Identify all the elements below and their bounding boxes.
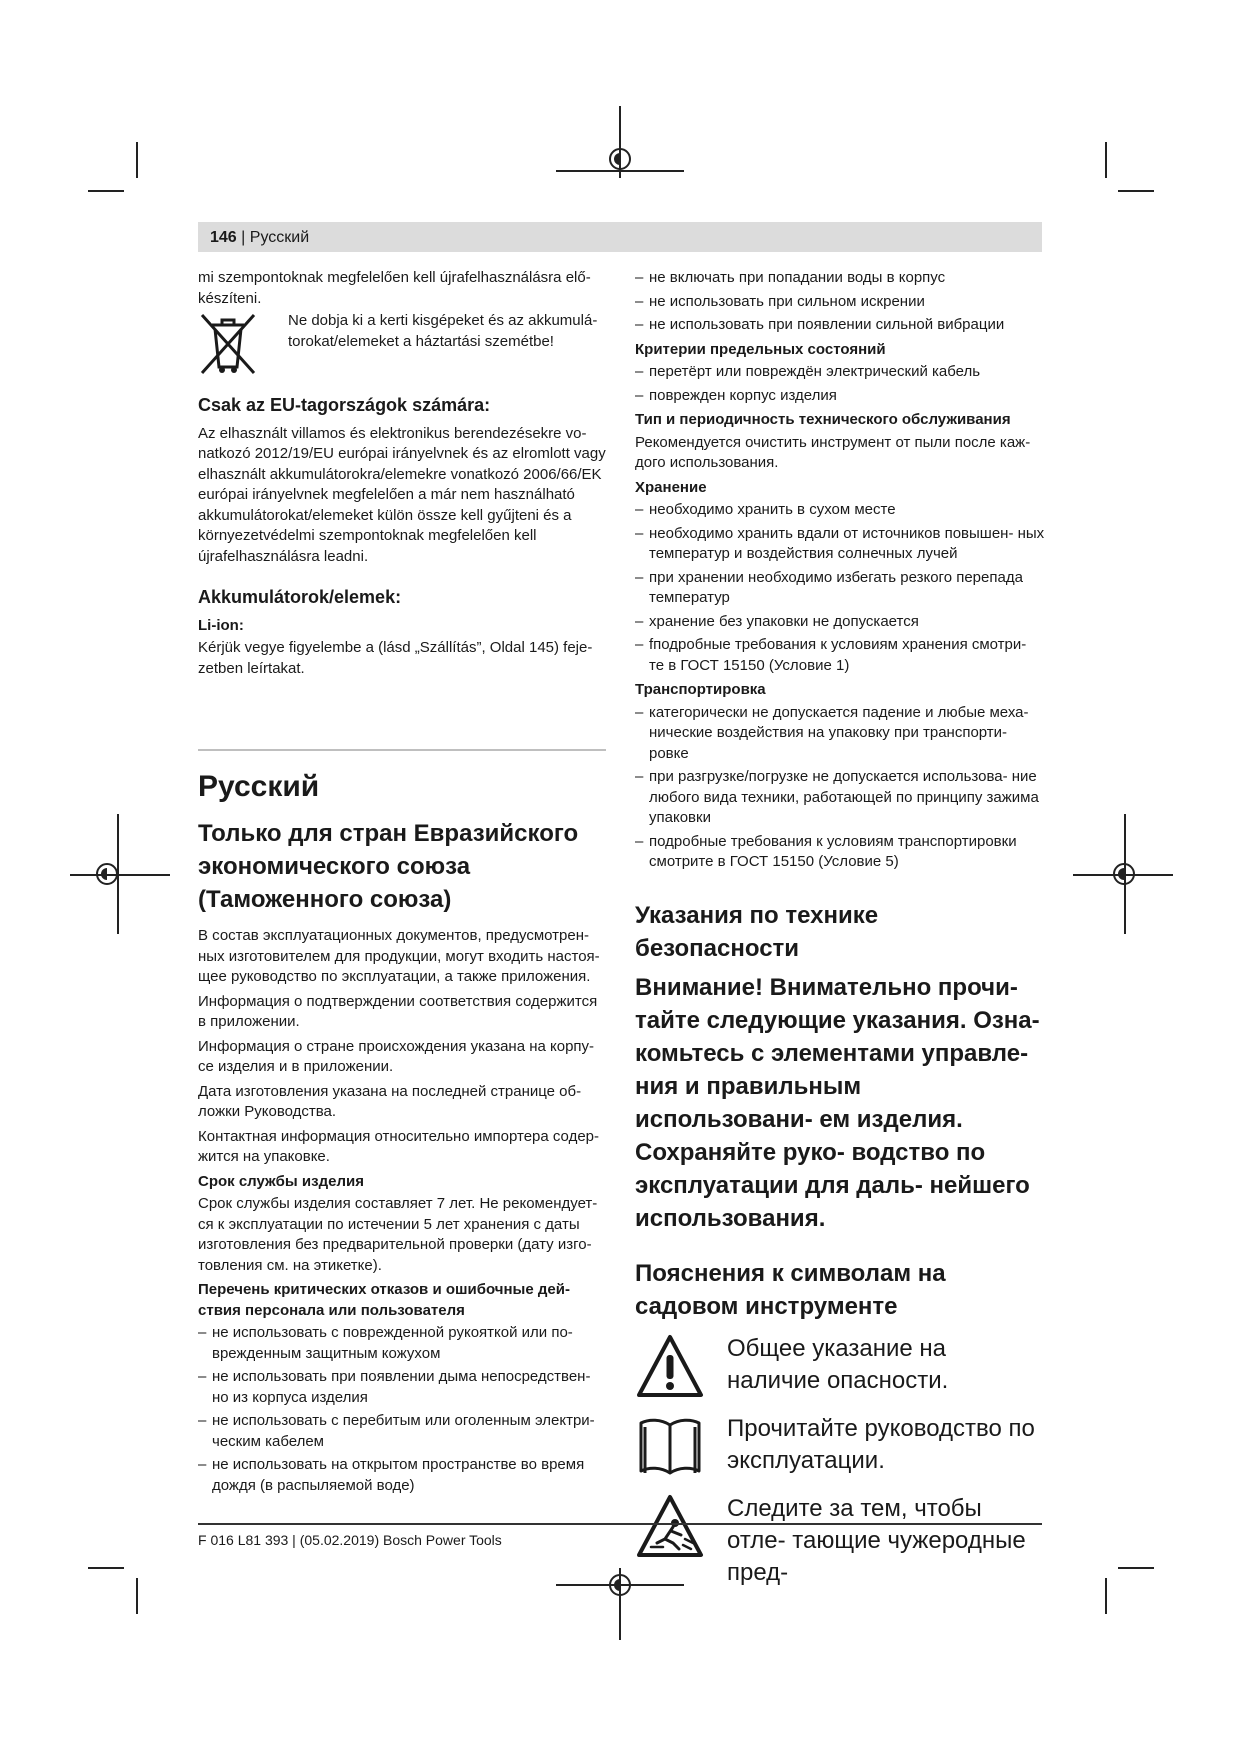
eu-heading: Csak az EU-tagországok számára: (198, 395, 491, 415)
list-item: – необходимо хранить в сухом месте (635, 500, 1045, 521)
header-bar (198, 222, 1042, 252)
eaeu-heading: Только для стран Евразийского экономического союза (Таможенного союза) (198, 820, 579, 913)
section-divider (198, 749, 606, 751)
manual-book-icon (635, 1413, 705, 1479)
symbol-row-manual (635, 1413, 1045, 1479)
liion-text: Kérjük vegye figyelembe a (lásd „Szállítás”, Oldal 145) feje- zetben leírtakat. (198, 639, 593, 677)
paragraph-documents: В состав эксплуатационных документов, предусмотрен- ных изготовителем для продукции, могут входить настоя- щее руководство по эксплуатации, а также приложения. (198, 927, 600, 985)
crop-mark-bl-v (136, 1578, 138, 1614)
list-item: – не использовать с поврежденной рукояткой или по- врежденным защитным кожухом (198, 1323, 606, 1364)
list-item: – при хранении необходимо избегать резкого перепада температур (635, 568, 1045, 609)
list-item: – не использовать на открытом пространстве во время дождя (в распыляемой воде) (198, 1455, 606, 1496)
crop-mark-tl-v (136, 142, 138, 178)
footer: F 016 L81 393 | (05.02.2019) Bosch Power Tools (198, 1532, 502, 1548)
transport-list (635, 703, 1045, 873)
crop-mark-tl-h (88, 190, 124, 192)
crop-mark-br-v (1105, 1578, 1107, 1614)
crossed-out-bin-icon (198, 311, 258, 375)
right-column (635, 268, 1045, 1603)
footer-rule (198, 1523, 1042, 1525)
intro-continuation: mi szempontoknak megfelelően kell újrafelhasználásra elő- készíteni. (198, 269, 591, 307)
list-item: – поврежден корпус изделия (635, 386, 1045, 407)
left-column (198, 268, 606, 1499)
storage-heading: Хранение (635, 478, 707, 496)
warning-triangle-icon (635, 1333, 705, 1399)
flying-objects-icon (635, 1493, 705, 1559)
list-item: – fподробные требования к условиям хранения смотри- те в ГОСТ 15150 (Условие 1) (635, 635, 1045, 676)
list-item: – хранение без упаковки не допускается (635, 612, 1045, 633)
failures-list-continued (635, 268, 1045, 336)
list-item: – при разгрузке/погрузке не допускается использова- ние любого вида техники, работающей по принципу зажима упаковки (635, 767, 1045, 829)
symbol-text: Следите за тем, чтобы отле- тающие чужеродные пред- (727, 1494, 1026, 1586)
transport-heading: Транспортировка (635, 681, 766, 698)
warning-text: Внимание! Внимательно прочи- тайте следующие указания. Озна- комьтесь с элементами управле- ния и правильным использовани- ем изделия. Сохраняйте руко- водство по эксплуатации для даль- нейшего использования. (635, 973, 1040, 1232)
failures-heading: Перечень критических отказов и ошибочные дей- ствия персонала или пользователя (198, 1281, 570, 1319)
header-language: Русский (249, 229, 310, 246)
page-number: 146 (210, 229, 237, 246)
russian-section-title: Русский (198, 770, 320, 803)
failures-list (198, 1323, 606, 1496)
list-item: – категорически не допускается падение и любые меха- нические воздействия на упаковку при транспорти- ровке (635, 703, 1045, 765)
symbol-text: Прочитайте руководство по эксплуатации. (727, 1414, 1035, 1474)
safety-heading: Указания по технике безопасности (635, 901, 879, 962)
liion-heading: Li-ion: (198, 616, 244, 634)
list-item: – не использовать при появлении сильной вибрации (635, 315, 1045, 336)
list-item: – подробные требования к условиям транспортировки смотрите в ГОСТ 15150 (Условие 5) (635, 832, 1045, 873)
list-item: – не использовать с перебитым или оголенным электри- ческим кабелем (198, 1411, 606, 1452)
service-life-text: Срок службы изделия составляет 7 лет. Не рекомендует- ся к эксплуатации по истечении 5 лет хранения с даты изготовления без предварительной проверки (дату изго- товления см. на этикетке). (198, 1195, 598, 1274)
limit-states-list (635, 362, 1045, 406)
storage-list (635, 500, 1045, 676)
list-item: – не использовать при сильном искрении (635, 292, 1045, 313)
symbols-heading: Пояснения к символам на садовом инструменте (635, 1259, 946, 1320)
maintenance-text: Рекомендуется очистить инструмент от пыли после каж- дого использования. (635, 433, 1031, 471)
list-item: – необходимо хранить вдали от источников повышен- ных температур и воздействия солнечных лучей (635, 524, 1045, 565)
service-life-heading: Срок службы изделия (198, 1172, 364, 1190)
crop-mark-bl-h (88, 1567, 124, 1569)
disposal-note (198, 311, 606, 375)
paragraph-importer: Контактная информация относительно импортера содер- жится на упаковке. (198, 1127, 600, 1165)
paragraph-conformity: Информация о подтверждении соответствия содержится в приложении. (198, 992, 598, 1030)
maintenance-heading: Тип и периодичность технического обслуживания (635, 411, 1011, 428)
paragraph-origin: Информация о стране происхождения указана на корпу- се изделия и в приложении. (198, 1037, 595, 1075)
eu-text: Az elhasznált villamos és elektronikus berendezésekre vo- natkozó 2012/19/EU európai irányelvnek és az elromlott vagy elhasznált akkumulátorokra/elemekre vonatkozó 2006/66/EK európai irányelvnek megfelelően a már nem használható akkumulátorokat/elemeket külön össze kell gyűjteni és a környezetvédelmi szempontoknak megfelelően kell újrafelhasználásra leadni. (198, 424, 606, 565)
disposal-note-text: Ne dobja ki a kerti kisgépeket és az akkumulá- torokat/elemeket a háztartási szemétbe! (288, 312, 598, 350)
page-header (210, 229, 309, 247)
crop-mark-tr-v (1105, 142, 1107, 178)
list-item: – перетёрт или повреждён электрический кабель (635, 362, 1045, 383)
symbol-row-flying-objects (635, 1493, 1045, 1589)
battery-heading: Akkumulátorok/elemek: (198, 587, 402, 607)
limit-states-heading: Критерии предельных состояний (635, 340, 886, 358)
crop-mark-br-h (1118, 1567, 1154, 1569)
symbol-row-warning (635, 1333, 1045, 1399)
list-item: – не использовать при появлении дыма непосредствен- но из корпуса изделия (198, 1367, 606, 1408)
symbol-text: Общее указание на наличие опасности. (727, 1334, 949, 1394)
crop-mark-tr-h (1118, 190, 1154, 192)
paragraph-manufacture-date: Дата изготовления указана на последней странице об- ложки Руководства. (198, 1082, 582, 1120)
header-separator: | (241, 229, 246, 246)
list-item: – не включать при попадании воды в корпус (635, 268, 1045, 289)
